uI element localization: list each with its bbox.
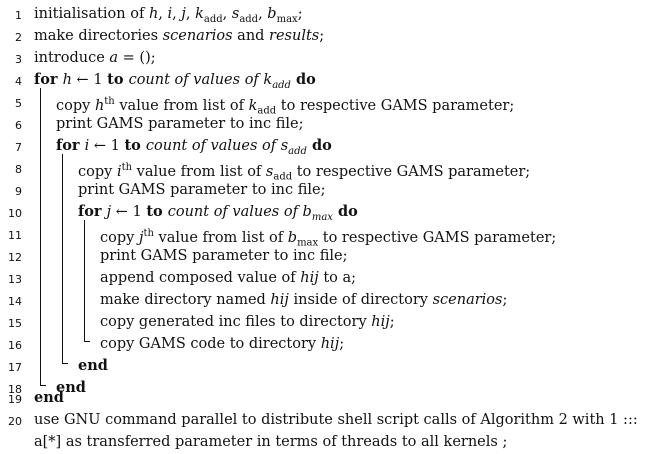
- math-symbol: scenarios: [162, 28, 233, 44]
- superscript: th: [143, 228, 154, 239]
- keyword: to: [107, 71, 129, 88]
- line-text: [34, 432, 507, 452]
- math-symbol: hij: [300, 270, 319, 286]
- math-symbol: j: [138, 229, 144, 246]
- math-symbol: scenarios: [432, 292, 503, 308]
- text-run: ;: [297, 6, 303, 22]
- math-symbol: a: [109, 50, 119, 66]
- text-run: value from list of: [153, 229, 288, 246]
- math-symbol: b: [267, 6, 277, 22]
- text-run: introduce: [34, 50, 110, 66]
- line-number: 11: [8, 229, 22, 242]
- line-text: [34, 48, 156, 68]
- algorithm-line: [0, 114, 652, 136]
- math-symbol: hij: [320, 336, 340, 352]
- text-run: value from list of: [132, 163, 266, 180]
- line-number: 5: [15, 97, 22, 110]
- math-symbol: h: [94, 97, 105, 114]
- line-number: 14: [8, 295, 22, 308]
- algorithm-line: [0, 70, 652, 92]
- text-run: ← 1: [111, 204, 147, 220]
- algorithm-line: [0, 432, 652, 454]
- text-run: ← 1: [71, 72, 108, 88]
- block-bar: [40, 88, 41, 386]
- keyword: for: [34, 71, 63, 88]
- text-run: to a;: [318, 270, 357, 286]
- math-symbol: h: [62, 72, 72, 88]
- math-symbol: hij: [371, 314, 390, 330]
- text-run: ,: [222, 6, 232, 22]
- text-run: to respective GAMS parameter;: [292, 163, 531, 180]
- math-symbol: count of values of b: [167, 204, 312, 220]
- line-number: 16: [8, 339, 22, 352]
- text-run: ,: [185, 6, 196, 22]
- line-number: 18: [8, 383, 22, 396]
- superscript: th: [121, 162, 133, 173]
- line-text: [34, 388, 64, 408]
- algorithm-line: [0, 48, 652, 70]
- subscript: max: [311, 211, 333, 223]
- algorithm-line: [0, 290, 652, 312]
- math-symbol: k: [195, 6, 204, 22]
- line-number: 1: [15, 9, 22, 22]
- text-run: a[*] as transferred parameter in terms of threads to all kernels ;: [34, 434, 508, 450]
- text-run: and: [232, 28, 270, 44]
- line-number: 4: [15, 75, 22, 88]
- text-run: copy: [100, 229, 139, 246]
- line-number: 17: [8, 361, 22, 374]
- text-run: ;: [502, 292, 508, 308]
- text-run: copy: [78, 163, 117, 180]
- line-number: 9: [15, 185, 22, 198]
- line-number: 15: [8, 317, 22, 330]
- math-symbol: count of values of s: [145, 138, 289, 154]
- text-run: print GAMS parameter to inc file;: [100, 248, 348, 264]
- subscript: add: [272, 79, 291, 91]
- algorithm-line: [0, 180, 652, 202]
- algorithm-line: [0, 334, 652, 356]
- algorithm-line: [0, 136, 652, 158]
- algorithm-line: [0, 410, 652, 432]
- math-symbol: k: [248, 97, 258, 114]
- block-bar: [84, 220, 85, 342]
- text-run: make directories: [34, 28, 163, 44]
- block-bar-end: [84, 341, 90, 342]
- block-bar-end: [62, 363, 68, 364]
- line-number: 2: [15, 31, 22, 44]
- keyword: do: [290, 71, 316, 88]
- keyword: end: [56, 379, 86, 396]
- text-run: print GAMS parameter to inc file;: [56, 116, 304, 132]
- math-symbol: hij: [270, 292, 289, 308]
- algorithm-line: [0, 224, 652, 249]
- subscript: max: [276, 13, 298, 25]
- block-bar-end: [40, 385, 46, 386]
- text-run: copy generated inc files to directory: [100, 314, 372, 330]
- text-run: inside of directory: [288, 292, 433, 308]
- subscript: max: [297, 237, 319, 249]
- text-run: make directory named: [100, 292, 271, 308]
- algorithm-line: [0, 26, 652, 48]
- keyword: end: [78, 357, 108, 374]
- line-text: [100, 268, 356, 288]
- math-symbol: count of values of k: [128, 72, 273, 88]
- keyword: to: [146, 203, 168, 220]
- text-run: print GAMS parameter to inc file;: [78, 182, 326, 198]
- text-run: ,: [258, 6, 268, 22]
- math-symbol: b: [287, 229, 298, 246]
- line-text: [56, 114, 304, 134]
- line-number: 8: [15, 163, 22, 176]
- algorithm-line: [0, 202, 652, 224]
- keyword: do: [306, 137, 332, 154]
- line-text: [34, 26, 324, 46]
- text-run: ,: [172, 6, 182, 22]
- algorithm-line: [0, 356, 652, 378]
- math-symbol: j: [181, 6, 186, 22]
- algorithm-line: [0, 388, 652, 410]
- subscript: add: [239, 13, 259, 25]
- math-symbol: s: [231, 6, 240, 22]
- algorithm-line: [0, 92, 652, 117]
- subscript: add: [273, 171, 293, 183]
- algorithm-line: [0, 158, 652, 183]
- subscript: add: [257, 105, 277, 117]
- line-number: 10: [8, 207, 22, 220]
- line-text: [100, 312, 395, 332]
- subscript: add: [203, 13, 223, 25]
- math-symbol: h: [148, 6, 159, 22]
- line-text: [78, 356, 108, 376]
- math-symbol: results: [269, 28, 320, 44]
- math-symbol: i: [84, 138, 90, 154]
- text-run: = ();: [118, 50, 156, 66]
- line-text: [34, 410, 638, 430]
- math-symbol: s: [265, 163, 274, 180]
- line-text: [100, 334, 344, 354]
- text-run: to respective GAMS parameter;: [318, 229, 557, 246]
- algorithm-line: [0, 246, 652, 268]
- keyword: do: [332, 203, 358, 220]
- line-text: [78, 180, 326, 200]
- keyword: for: [56, 137, 85, 154]
- keyword: to: [124, 137, 146, 154]
- line-number: 12: [8, 251, 22, 264]
- math-symbol: i: [167, 6, 173, 22]
- text-run: ;: [319, 28, 325, 44]
- keyword: for: [78, 203, 107, 220]
- text-run: copy GAMS code to directory: [100, 336, 321, 352]
- algorithm-line: [0, 312, 652, 334]
- block-bar: [62, 154, 63, 364]
- text-run: initialisation of: [34, 6, 149, 22]
- text-run: use GNU command parallel to distribute shell script calls of Algorithm 2 with 1 :::: [34, 412, 638, 428]
- line-number: 7: [15, 141, 22, 154]
- subscript: add: [288, 145, 307, 157]
- line-number: 13: [8, 273, 22, 286]
- math-symbol: j: [106, 204, 112, 220]
- algorithm-line: [0, 268, 652, 290]
- line-text: [100, 246, 348, 266]
- superscript: th: [104, 96, 115, 107]
- text-run: ,: [158, 6, 168, 22]
- line-text: [100, 290, 507, 310]
- text-run: append composed value of: [100, 270, 301, 286]
- text-run: ;: [339, 336, 345, 352]
- text-run: copy: [56, 97, 95, 114]
- line-number: 6: [15, 119, 22, 132]
- line-number: 3: [15, 53, 22, 66]
- text-run: ← 1: [89, 138, 125, 154]
- algorithm-line: [0, 4, 652, 26]
- text-run: ;: [389, 314, 395, 330]
- math-symbol: i: [116, 163, 122, 180]
- line-number: 20: [8, 415, 22, 428]
- keyword: end: [34, 389, 64, 406]
- text-run: to respective GAMS parameter;: [276, 97, 515, 114]
- text-run: value from list of: [114, 97, 249, 114]
- line-number: 19: [8, 393, 22, 406]
